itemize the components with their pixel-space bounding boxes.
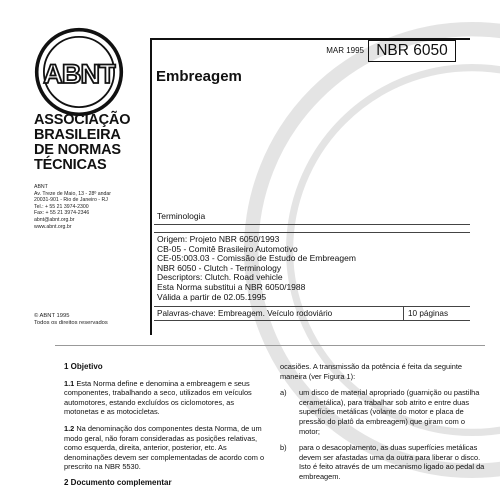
address-line: Tel.: + 55 21 3974-2300 — [34, 203, 89, 210]
org-name-line: ASSOCIAÇÃO — [34, 112, 131, 128]
list-label: b) — [280, 443, 287, 453]
divider — [154, 224, 470, 225]
list-item — [280, 388, 485, 436]
copyright-line: © ABNT 1995 — [34, 313, 70, 319]
info-line: Descriptors: Clutch. Road vehicle — [157, 272, 283, 283]
paragraph-text: Na denominação dos componentes desta Norma, de um modo geral, não foram consideradas as posições relativas, como esquerda, direita, anterior, posterior, etc. As denominações devem ser complementadas de acordo com o prescrito na NBR 5530. — [64, 423, 265, 472]
info-line: Origem: Projeto NBR 6050/1993 — [157, 234, 280, 244]
info-line: CE-05:003.03 - Comissão de Estudo de Embreagem — [157, 253, 356, 264]
frame-vertical-rule — [150, 38, 152, 335]
paragraph: ocasiões. A transmissão da potência é feita da seguinte maneira (ver Figura 1): — [280, 362, 463, 381]
list-item — [280, 443, 485, 481]
address-line: www.abnt.org.br — [34, 223, 72, 230]
copyright-line: Todos os direitos reservados — [34, 320, 108, 326]
publication-date: MAR 1995 — [326, 46, 364, 55]
divider — [403, 306, 404, 321]
list-text: para o desacoplamento, as duas superfícies metálicas devem ser afastadas uma da outra para liberar o disco. Isto é feito através de um mecanismo ligado ao pedal da embreagem. — [299, 443, 485, 481]
document-title: Embreagem — [156, 68, 242, 85]
keywords: Palavras-chave: Embreagem. Veículo rodoviário — [157, 309, 333, 318]
info-line: Válida a partir de 02.05.1995 — [157, 291, 267, 302]
divider — [55, 345, 485, 346]
org-name — [34, 113, 144, 173]
abnt-logo — [34, 27, 124, 117]
body-left-column — [64, 362, 269, 488]
section-heading: 2 Documento complementar — [64, 477, 172, 487]
address-line: ABNT — [34, 184, 48, 190]
document-info — [157, 235, 356, 302]
paragraph — [64, 424, 269, 472]
copyright — [34, 313, 108, 327]
norm-number: NBR 6050 — [368, 40, 456, 62]
svg-text:ABNT: ABNT — [43, 58, 115, 89]
divider — [154, 232, 470, 233]
body-right-column — [280, 362, 485, 482]
org-name-line: TÉCNICAS — [34, 157, 107, 173]
org-name-line: BRASILEIRA — [34, 127, 121, 143]
divider — [154, 306, 470, 307]
document-type: Terminologia — [157, 211, 206, 221]
paragraph-number: 1.2 — [64, 423, 75, 433]
info-line: CB-05 - Comitê Brasileiro Automotivo — [157, 243, 298, 254]
paragraph — [64, 379, 269, 417]
page-count: 10 páginas — [408, 309, 449, 318]
divider — [154, 320, 470, 321]
address-line: Fax: + 55 21 3974-2346 — [34, 210, 90, 217]
address-line: Av. Treze de Maio, 13 - 28º andar — [34, 190, 111, 197]
address-line: abnt@abnt.org.br — [34, 216, 75, 223]
info-line: NBR 6050 - Clutch - Terminology — [157, 262, 282, 273]
list-text: um disco de material apropriado (guarnição ou pastilha cerametálica), para trabalhar sob atrito e entre duas superfícies metálicas (volante do motor e placa de pressão do platô da embreagem) que giram com o motor; — [299, 388, 480, 436]
paragraph-number: 1.1 — [64, 378, 75, 388]
org-name-line: DE NORMAS — [34, 142, 121, 158]
address-line: 20031-901 - Rio de Janeiro - RJ — [34, 197, 108, 204]
info-line: Esta Norma substitui a NBR 6050/1988 — [157, 281, 306, 292]
paragraph-text: Esta Norma define e denomina a embreagem e seus componentes, trabalhando a seco, utilizados em veículos automotores, estando excluídos os ciclomotores, as motonetas e as motocicletas. — [64, 378, 252, 417]
list-label: a) — [280, 388, 287, 398]
org-address — [34, 184, 146, 230]
section-heading: 1 Objetivo — [64, 362, 103, 371]
